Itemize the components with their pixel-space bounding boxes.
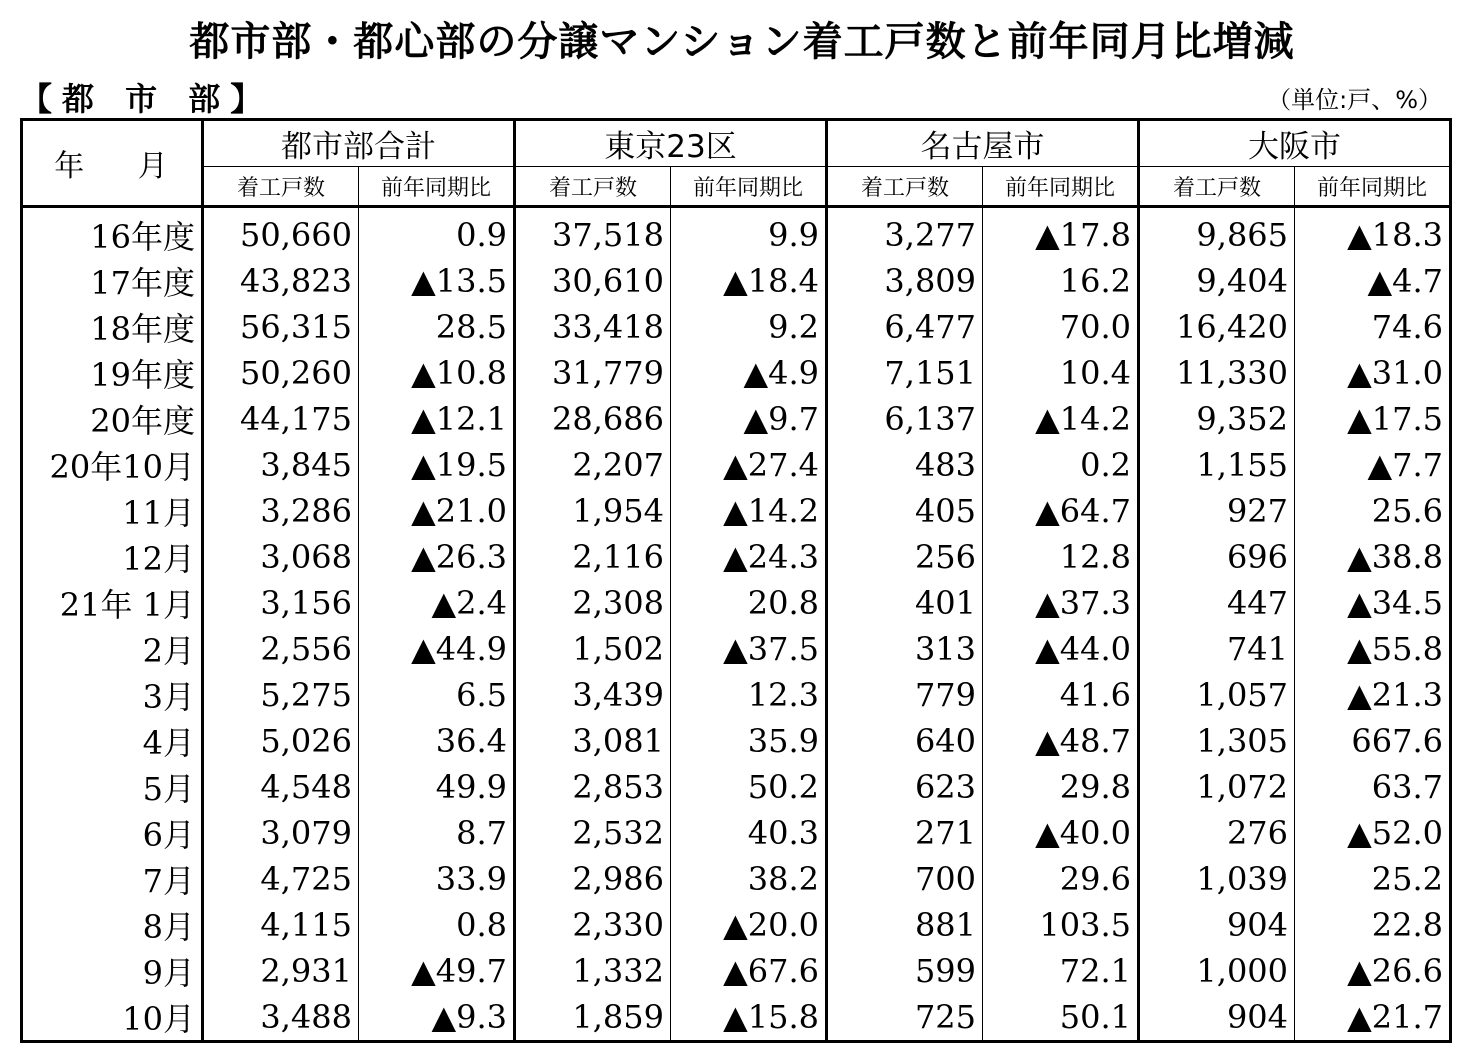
starts-cell: 1,072 bbox=[1139, 764, 1295, 810]
yoy-cell: 12.3 bbox=[671, 672, 827, 718]
starts-cell: 3,277 bbox=[827, 207, 983, 259]
yoy-cell: 25.6 bbox=[1295, 488, 1451, 534]
yoy-cell: ▲37.5 bbox=[671, 626, 827, 672]
starts-cell: 1,502 bbox=[515, 626, 671, 672]
starts-cell: 37,518 bbox=[515, 207, 671, 259]
yoy-cell: ▲52.0 bbox=[1295, 810, 1451, 856]
starts-cell: 696 bbox=[1139, 534, 1295, 580]
row-label: 4月 bbox=[142, 724, 195, 762]
row-label: 10月 bbox=[122, 1000, 195, 1038]
yoy-cell: ▲21.0 bbox=[359, 488, 515, 534]
yoy-cell: ▲2.4 bbox=[359, 580, 515, 626]
yoy-cell: ▲14.2 bbox=[983, 396, 1139, 442]
yoy-cell: ▲37.3 bbox=[983, 580, 1139, 626]
yoy-cell: ▲18.3 bbox=[1295, 207, 1451, 259]
starts-cell: 1,332 bbox=[515, 948, 671, 994]
yoy-cell: ▲27.4 bbox=[671, 442, 827, 488]
starts-cell: 31,779 bbox=[515, 350, 671, 396]
starts-cell: 50,660 bbox=[203, 207, 359, 259]
starts-cell: 2,207 bbox=[515, 442, 671, 488]
starts-cell: 56,315 bbox=[203, 304, 359, 350]
yoy-cell: ▲44.0 bbox=[983, 626, 1139, 672]
yoy-cell: ▲64.7 bbox=[983, 488, 1139, 534]
row-label: 18年度 bbox=[90, 310, 195, 348]
starts-cell: 483 bbox=[827, 442, 983, 488]
yoy-cell: 35.9 bbox=[671, 718, 827, 764]
sub-header-starts: 着工戸数 bbox=[515, 167, 671, 207]
starts-cell: 3,845 bbox=[203, 442, 359, 488]
yoy-cell: ▲49.7 bbox=[359, 948, 515, 994]
starts-cell: 1,954 bbox=[515, 488, 671, 534]
row-label: 20年度 bbox=[90, 402, 195, 440]
yoy-cell: 9.2 bbox=[671, 304, 827, 350]
yoy-cell: 41.6 bbox=[983, 672, 1139, 718]
starts-cell: 1,155 bbox=[1139, 442, 1295, 488]
row-label: 2月 bbox=[142, 632, 195, 670]
row-label: 9月 bbox=[142, 954, 195, 992]
yoy-cell: 6.5 bbox=[359, 672, 515, 718]
sub-header-yoy: 前年同期比 bbox=[983, 167, 1139, 207]
yoy-cell: ▲44.9 bbox=[359, 626, 515, 672]
yoy-cell: ▲24.3 bbox=[671, 534, 827, 580]
table-row bbox=[22, 810, 1451, 856]
row-label: 8月 bbox=[142, 908, 195, 946]
starts-cell: 7,151 bbox=[827, 350, 983, 396]
starts-cell: 3,286 bbox=[203, 488, 359, 534]
starts-cell: 30,610 bbox=[515, 258, 671, 304]
yoy-cell: 63.7 bbox=[1295, 764, 1451, 810]
yoy-cell: ▲34.5 bbox=[1295, 580, 1451, 626]
sub-header-starts: 着工戸数 bbox=[1139, 167, 1295, 207]
starts-cell: 3,809 bbox=[827, 258, 983, 304]
starts-cell: 405 bbox=[827, 488, 983, 534]
table-row bbox=[22, 207, 1451, 259]
sub-header-yoy: 前年同期比 bbox=[671, 167, 827, 207]
starts-cell: 33,418 bbox=[515, 304, 671, 350]
starts-cell: 904 bbox=[1139, 902, 1295, 948]
starts-cell: 927 bbox=[1139, 488, 1295, 534]
yoy-cell: 0.2 bbox=[983, 442, 1139, 488]
year-month-header: 年 月 bbox=[22, 120, 203, 207]
starts-cell: 401 bbox=[827, 580, 983, 626]
yoy-cell: 49.9 bbox=[359, 764, 515, 810]
starts-cell: 3,439 bbox=[515, 672, 671, 718]
starts-cell: 3,488 bbox=[203, 994, 359, 1042]
starts-cell: 904 bbox=[1139, 994, 1295, 1042]
table-row bbox=[22, 580, 1451, 626]
yoy-cell: ▲18.4 bbox=[671, 258, 827, 304]
starts-cell: 3,079 bbox=[203, 810, 359, 856]
yoy-cell: 0.8 bbox=[359, 902, 515, 948]
unit-note: （単位:戸、%） bbox=[1267, 86, 1442, 114]
yoy-cell: 22.8 bbox=[1295, 902, 1451, 948]
table-row bbox=[22, 948, 1451, 994]
starts-cell: 1,859 bbox=[515, 994, 671, 1042]
section-label: 【都 市 部】 bbox=[20, 80, 273, 118]
sub-header-starts: 着工戸数 bbox=[827, 167, 983, 207]
yoy-cell: ▲48.7 bbox=[983, 718, 1139, 764]
starts-cell: 5,026 bbox=[203, 718, 359, 764]
yoy-cell: 74.6 bbox=[1295, 304, 1451, 350]
starts-cell: 4,115 bbox=[203, 902, 359, 948]
starts-cell: 276 bbox=[1139, 810, 1295, 856]
yoy-cell: ▲17.8 bbox=[983, 207, 1139, 259]
starts-cell: 447 bbox=[1139, 580, 1295, 626]
starts-cell: 623 bbox=[827, 764, 983, 810]
starts-cell: 4,548 bbox=[203, 764, 359, 810]
table-row bbox=[22, 626, 1451, 672]
starts-cell: 2,116 bbox=[515, 534, 671, 580]
starts-cell: 881 bbox=[827, 902, 983, 948]
starts-cell: 2,308 bbox=[515, 580, 671, 626]
starts-cell: 2,532 bbox=[515, 810, 671, 856]
page-title: 都市部・都心部の分譲マンション着工戸数と前年同月比増減 bbox=[189, 19, 1295, 65]
table-row bbox=[22, 994, 1451, 1042]
starts-cell: 2,853 bbox=[515, 764, 671, 810]
yoy-cell: 29.6 bbox=[983, 856, 1139, 902]
starts-cell: 2,931 bbox=[203, 948, 359, 994]
yoy-cell: ▲4.7 bbox=[1295, 258, 1451, 304]
starts-cell: 271 bbox=[827, 810, 983, 856]
yoy-cell: 33.9 bbox=[359, 856, 515, 902]
starts-cell: 6,477 bbox=[827, 304, 983, 350]
group-header-urban-total: 都市部合計 bbox=[203, 120, 515, 167]
yoy-cell: ▲15.8 bbox=[671, 994, 827, 1042]
yoy-cell: 667.6 bbox=[1295, 718, 1451, 764]
starts-cell: 1,000 bbox=[1139, 948, 1295, 994]
starts-cell: 11,330 bbox=[1139, 350, 1295, 396]
starts-cell: 6,137 bbox=[827, 396, 983, 442]
starts-cell: 9,865 bbox=[1139, 207, 1295, 259]
yoy-cell: ▲9.7 bbox=[671, 396, 827, 442]
yoy-cell: 40.3 bbox=[671, 810, 827, 856]
starts-cell: 1,305 bbox=[1139, 718, 1295, 764]
yoy-cell: ▲9.3 bbox=[359, 994, 515, 1042]
table-row bbox=[22, 672, 1451, 718]
table-row bbox=[22, 304, 1451, 350]
yoy-cell: 0.9 bbox=[359, 207, 515, 259]
sub-header-row bbox=[22, 167, 1451, 207]
starts-cell: 3,156 bbox=[203, 580, 359, 626]
table-row bbox=[22, 488, 1451, 534]
table-body bbox=[22, 207, 1451, 1042]
starts-cell: 3,081 bbox=[515, 718, 671, 764]
row-label: 6月 bbox=[142, 816, 195, 854]
yoy-cell: 8.7 bbox=[359, 810, 515, 856]
yoy-cell: 103.5 bbox=[983, 902, 1139, 948]
starts-cell: 2,556 bbox=[203, 626, 359, 672]
starts-cell: 9,404 bbox=[1139, 258, 1295, 304]
starts-cell: 256 bbox=[827, 534, 983, 580]
row-label: 20年10月 bbox=[49, 448, 195, 486]
table-row bbox=[22, 902, 1451, 948]
starts-cell: 9,352 bbox=[1139, 396, 1295, 442]
yoy-cell: 36.4 bbox=[359, 718, 515, 764]
table-row bbox=[22, 396, 1451, 442]
row-label: 5月 bbox=[142, 770, 195, 808]
row-label: 17年度 bbox=[90, 264, 195, 302]
starts-cell: 50,260 bbox=[203, 350, 359, 396]
yoy-cell: ▲13.5 bbox=[359, 258, 515, 304]
group-header-nagoya: 名古屋市 bbox=[827, 120, 1139, 167]
yoy-cell: ▲31.0 bbox=[1295, 350, 1451, 396]
yoy-cell: 50.2 bbox=[671, 764, 827, 810]
yoy-cell: 50.1 bbox=[983, 994, 1139, 1042]
table-row bbox=[22, 856, 1451, 902]
group-header-osaka: 大阪市 bbox=[1139, 120, 1451, 167]
starts-cell: 43,823 bbox=[203, 258, 359, 304]
yoy-cell: ▲14.2 bbox=[671, 488, 827, 534]
yoy-cell: 12.8 bbox=[983, 534, 1139, 580]
table-row bbox=[22, 350, 1451, 396]
group-header-tokyo23: 東京23区 bbox=[515, 120, 827, 167]
starts-cell: 28,686 bbox=[515, 396, 671, 442]
starts-cell: 5,275 bbox=[203, 672, 359, 718]
yoy-cell: 29.8 bbox=[983, 764, 1139, 810]
housing-starts-table bbox=[20, 118, 1452, 1043]
yoy-cell: 16.2 bbox=[983, 258, 1139, 304]
starts-cell: 599 bbox=[827, 948, 983, 994]
yoy-cell: 72.1 bbox=[983, 948, 1139, 994]
yoy-cell: 9.9 bbox=[671, 207, 827, 259]
starts-cell: 779 bbox=[827, 672, 983, 718]
table-row bbox=[22, 764, 1451, 810]
yoy-cell: ▲20.0 bbox=[671, 902, 827, 948]
yoy-cell: ▲26.3 bbox=[359, 534, 515, 580]
yoy-cell: ▲26.6 bbox=[1295, 948, 1451, 994]
table-row bbox=[22, 258, 1451, 304]
starts-cell: 2,330 bbox=[515, 902, 671, 948]
starts-cell: 3,068 bbox=[203, 534, 359, 580]
row-label: 19年度 bbox=[90, 356, 195, 394]
row-label: 12月 bbox=[122, 540, 195, 578]
yoy-cell: ▲10.8 bbox=[359, 350, 515, 396]
yoy-cell: 38.2 bbox=[671, 856, 827, 902]
yoy-cell: ▲17.5 bbox=[1295, 396, 1451, 442]
starts-cell: 725 bbox=[827, 994, 983, 1042]
yoy-cell: ▲21.7 bbox=[1295, 994, 1451, 1042]
starts-cell: 44,175 bbox=[203, 396, 359, 442]
table-row bbox=[22, 534, 1451, 580]
starts-cell: 1,057 bbox=[1139, 672, 1295, 718]
row-label: 11月 bbox=[122, 494, 195, 532]
yoy-cell: ▲19.5 bbox=[359, 442, 515, 488]
row-label: 7月 bbox=[142, 862, 195, 900]
yoy-cell: ▲40.0 bbox=[983, 810, 1139, 856]
table-row bbox=[22, 718, 1451, 764]
yoy-cell: 10.4 bbox=[983, 350, 1139, 396]
sub-header-yoy: 前年同期比 bbox=[1295, 167, 1451, 207]
group-header-row bbox=[22, 120, 1451, 167]
yoy-cell: ▲55.8 bbox=[1295, 626, 1451, 672]
starts-cell: 1,039 bbox=[1139, 856, 1295, 902]
sub-header-starts: 着工戸数 bbox=[203, 167, 359, 207]
starts-cell: 2,986 bbox=[515, 856, 671, 902]
yoy-cell: 20.8 bbox=[671, 580, 827, 626]
table-row bbox=[22, 442, 1451, 488]
yoy-cell: ▲7.7 bbox=[1295, 442, 1451, 488]
starts-cell: 4,725 bbox=[203, 856, 359, 902]
starts-cell: 741 bbox=[1139, 626, 1295, 672]
yoy-cell: ▲4.9 bbox=[671, 350, 827, 396]
sub-header-yoy: 前年同期比 bbox=[359, 167, 515, 207]
yoy-cell: ▲38.8 bbox=[1295, 534, 1451, 580]
row-label: 16年度 bbox=[90, 218, 195, 256]
starts-cell: 16,420 bbox=[1139, 304, 1295, 350]
yoy-cell: ▲21.3 bbox=[1295, 672, 1451, 718]
starts-cell: 640 bbox=[827, 718, 983, 764]
starts-cell: 313 bbox=[827, 626, 983, 672]
yoy-cell: 25.2 bbox=[1295, 856, 1451, 902]
yoy-cell: ▲67.6 bbox=[671, 948, 827, 994]
row-label: 3月 bbox=[142, 678, 195, 716]
yoy-cell: ▲12.1 bbox=[359, 396, 515, 442]
row-label: 21年 1月 bbox=[59, 586, 195, 624]
starts-cell: 700 bbox=[827, 856, 983, 902]
yoy-cell: 70.0 bbox=[983, 304, 1139, 350]
yoy-cell: 28.5 bbox=[359, 304, 515, 350]
